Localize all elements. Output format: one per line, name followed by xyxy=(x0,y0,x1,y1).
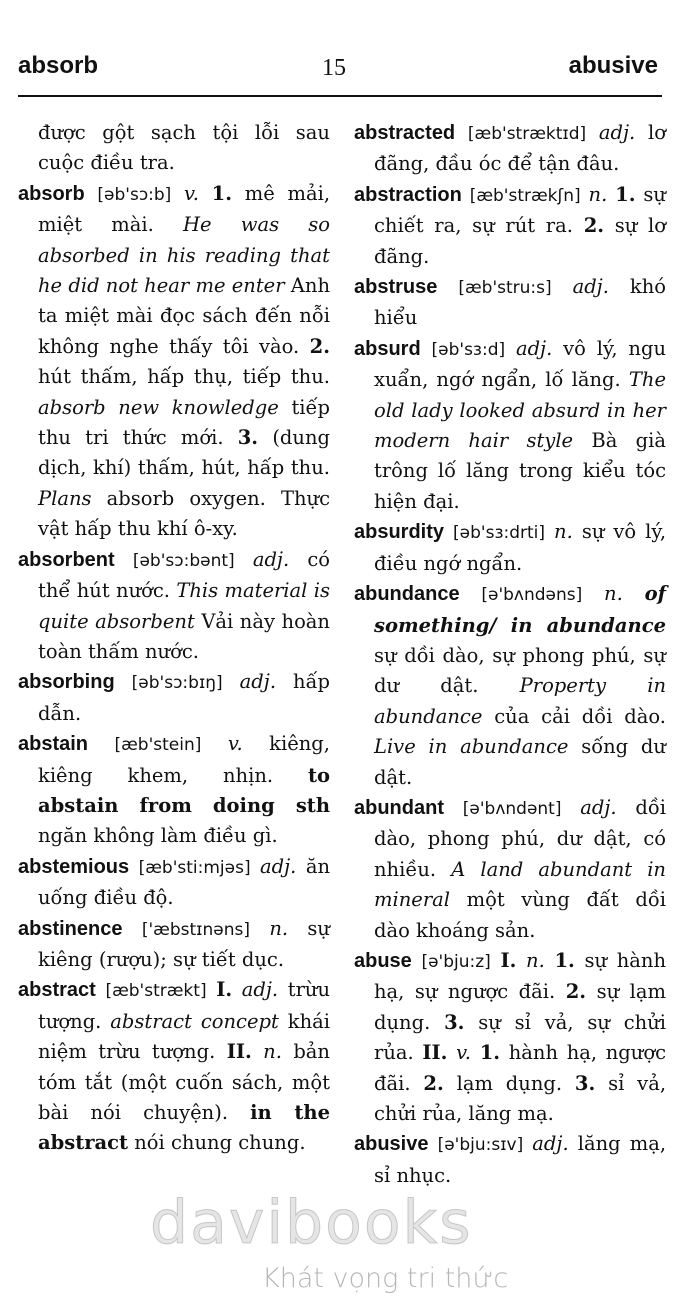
part-of-speech: v. xyxy=(184,181,199,205)
watermark-brand: davibooks xyxy=(150,1188,473,1258)
pronunciation: [æb'sti:mjəs] xyxy=(138,857,251,878)
sense-number: 1. xyxy=(615,182,636,206)
header-rule xyxy=(18,95,662,97)
part-of-speech: adj. xyxy=(252,547,290,571)
definition: mê mải, miệt mài. xyxy=(38,181,331,237)
right-column xyxy=(354,118,666,1191)
page-header xyxy=(0,0,700,98)
sense-number: I. xyxy=(216,978,233,1002)
definition: sự sỉ vả, sự chửi rủa. xyxy=(374,1010,666,1065)
definition: trừu tượng. xyxy=(38,978,331,1033)
idiom: in the abstract xyxy=(38,1101,330,1155)
sense-number: 3. xyxy=(237,426,259,450)
translation: Anh ta miệt mài đọc sách đến nỗi không nghe thấy tôi vào. xyxy=(38,274,330,358)
entry-abstain xyxy=(18,729,330,852)
sense-number: II. xyxy=(226,1040,252,1064)
translation: Vải này hoàn toàn thấm nước. xyxy=(38,609,330,663)
pronunciation: [əb'sɔ:bɪŋ] xyxy=(131,673,223,694)
pronunciation: ['æbstɪnəns] xyxy=(141,919,250,940)
definition: ăn uống điều độ. xyxy=(38,854,331,910)
headword: absorbing xyxy=(18,671,115,694)
part-of-speech: adj. xyxy=(532,1132,569,1156)
translation: ngăn không làm điều gì. xyxy=(38,824,278,848)
part-of-speech: n. xyxy=(588,182,608,206)
part-of-speech: adj. xyxy=(515,336,553,360)
translation: khái niệm trừu tượng. xyxy=(38,1009,330,1064)
translation: nói chung chung. xyxy=(134,1131,306,1155)
guide-word-left: absorb xyxy=(18,52,99,79)
part-of-speech: adj. xyxy=(580,795,617,819)
part-of-speech: adj. xyxy=(241,978,279,1002)
idiom: of something/ in abundance xyxy=(374,582,666,637)
headword: absorb xyxy=(18,182,85,205)
entry-abstraction xyxy=(354,180,666,272)
definition: sự lạm dụng. xyxy=(374,980,667,1034)
entry-abuse xyxy=(354,946,666,1129)
pronunciation: [əb'sɔ:bənt] xyxy=(132,550,235,571)
example: The old lady looked absurd in her modern hair style xyxy=(374,368,666,453)
headword: absorbent xyxy=(18,548,115,571)
pronunciation: [ə'bʌndəns] xyxy=(481,585,583,606)
headword: abstracted xyxy=(354,122,456,144)
sense-number: 1. xyxy=(211,181,233,205)
entry-abstract xyxy=(18,975,330,1158)
definition: sự chiết ra, sự rút ra. xyxy=(374,182,666,238)
entry-abstinence xyxy=(18,914,330,976)
definition: hấp dẫn. xyxy=(38,670,331,725)
entry-abundance xyxy=(354,579,666,793)
example: This material is quite absorbent xyxy=(38,579,330,633)
headword: abstract xyxy=(18,979,96,1002)
translation: Thực vật hấp thu khí ô-xy. xyxy=(38,486,330,541)
part-of-speech: n. xyxy=(269,916,289,940)
translation: sống dư dật. xyxy=(374,735,666,789)
headword: abstraction xyxy=(354,183,462,206)
entry-abstruse xyxy=(354,272,666,334)
definition: lơ đãng, đầu óc để tận đâu. xyxy=(374,121,666,176)
sense-number: 2. xyxy=(583,214,605,238)
sense-number: 1. xyxy=(479,1041,501,1065)
definition: sự vô lý, điều ngớ ngẩn. xyxy=(374,520,667,575)
entry-absorb xyxy=(18,179,330,545)
definition: dồi dào, phong phú, dư dật, có nhiều. xyxy=(374,795,667,881)
part-of-speech: n. xyxy=(263,1040,282,1064)
entry-abundant xyxy=(354,793,666,946)
definition: lăng mạ, sỉ nhục. xyxy=(374,1132,667,1187)
example: abstract concept xyxy=(110,1009,279,1033)
pronunciation: [ə'bʌndənt] xyxy=(462,798,562,819)
definition: kiêng, kiêng khem, nhịn. xyxy=(38,732,330,787)
watermark-tagline: Khát vọng tri thức xyxy=(262,1263,509,1294)
example: He was so absorbed in his reading that he did not hear me enter xyxy=(38,213,331,298)
continuation-text: được gột sạch tội lỗi sau cuộc điều tra. xyxy=(38,121,330,175)
entry-absorbent xyxy=(18,545,330,668)
example: Live in abundance xyxy=(374,735,569,759)
part-of-speech: n. xyxy=(604,582,623,606)
sense-number: 1. xyxy=(554,948,575,972)
definition: sự hành hạ, sự ngược đãi. xyxy=(374,948,667,1004)
pronunciation: [əb'sɔ:b] xyxy=(97,184,172,205)
definition: sự dồi dào, sự phong phú, sự dư dật. xyxy=(374,643,666,698)
entry-abusive xyxy=(354,1129,666,1191)
translation: một vùng đất dồi dào khoáng sản. xyxy=(374,888,666,942)
pronunciation: [æb'strækʃn] xyxy=(469,185,581,206)
headword: abstemious xyxy=(18,855,130,878)
pronunciation: [æb'strækt] xyxy=(105,981,207,1002)
part-of-speech: v. xyxy=(456,1041,472,1065)
definition: bản tóm tắt (một cuốn sách, một bài nói chuyện). xyxy=(38,1040,330,1124)
headword: abstinence xyxy=(18,917,123,940)
definition: hành hạ, ngược đãi. xyxy=(374,1041,666,1095)
part-of-speech: n. xyxy=(526,948,545,972)
idiom: to abstain from doing sth xyxy=(38,763,331,817)
part-of-speech: adj. xyxy=(239,670,277,694)
example: A land abundant in mineral xyxy=(374,857,666,912)
definition: sự lơ đãng. xyxy=(374,214,667,268)
sense-number: 3. xyxy=(444,1010,465,1034)
pronunciation: [ə'bju:sɪv] xyxy=(437,1135,524,1156)
sense-number: 2. xyxy=(565,980,587,1004)
left-column xyxy=(18,118,330,1159)
part-of-speech: adj. xyxy=(572,275,609,299)
pronunciation: [ə'bju:z] xyxy=(421,951,491,972)
headword: abstruse xyxy=(354,276,438,299)
headword: absurdity xyxy=(354,521,445,544)
sense-number: I. xyxy=(500,948,517,972)
definition: vô lý, ngu xuẩn, ngớ ngẩn, lố lăng. xyxy=(374,336,666,392)
part-of-speech: adj. xyxy=(598,121,636,144)
definition: lạm dụng. xyxy=(456,1071,563,1095)
headword: absurd xyxy=(354,337,421,360)
headword: abundant xyxy=(354,796,444,819)
translation: của cải dồi dào. xyxy=(494,704,667,728)
translation: tiếp thu tri thức mới. xyxy=(38,395,331,450)
example: Plans xyxy=(38,486,92,510)
entry-absorbing xyxy=(18,667,330,729)
entry-abstracted xyxy=(354,118,666,180)
translation: Bà già trông lố lăng trong kiểu tóc hiện đại. xyxy=(374,429,666,513)
guide-word-right: abusive xyxy=(568,52,658,79)
pronunciation: [æb'stein] xyxy=(114,735,202,756)
definition: hút thấm, hấp thụ, tiếp thu. xyxy=(38,365,330,389)
example: absorb new knowledge xyxy=(38,395,279,419)
entry-absurdity xyxy=(354,517,666,579)
headword: abstain xyxy=(18,733,89,756)
sense-number: 2. xyxy=(423,1071,444,1095)
example: Property in abundance xyxy=(374,674,667,728)
headword: abuse xyxy=(354,949,412,972)
sense-number: II. xyxy=(422,1041,448,1065)
entry-abstemious xyxy=(18,852,330,914)
definition: sự kiêng (rượu); sự tiết dục. xyxy=(38,916,330,971)
example-cont: absorb oxygen. xyxy=(106,486,266,510)
sense-number: 3. xyxy=(574,1071,596,1095)
definition: sỉ vả, chửi rủa, lăng mạ. xyxy=(374,1071,667,1125)
headword: abundance xyxy=(354,583,460,606)
headword: abusive xyxy=(354,1133,429,1156)
pronunciation: [əb'sɜ:drti] xyxy=(453,523,546,544)
pronunciation: [əb'sɜ:d] xyxy=(431,339,506,360)
page-number: 15 xyxy=(322,55,346,81)
entry-absurd xyxy=(354,334,666,517)
part-of-speech: adj. xyxy=(260,854,297,878)
definition: khó hiểu xyxy=(374,275,667,330)
part-of-speech: v. xyxy=(227,732,243,756)
pronunciation: [æb'stru:s] xyxy=(458,278,552,299)
definition: có thể hút nước. xyxy=(38,547,330,603)
definition: (dung dịch, khí) thấm, hút, hấp thu. xyxy=(38,426,331,480)
pronunciation: [æb'stræktɪd] xyxy=(467,124,587,144)
part-of-speech: n. xyxy=(554,520,573,544)
sense-number: 2. xyxy=(309,334,330,358)
